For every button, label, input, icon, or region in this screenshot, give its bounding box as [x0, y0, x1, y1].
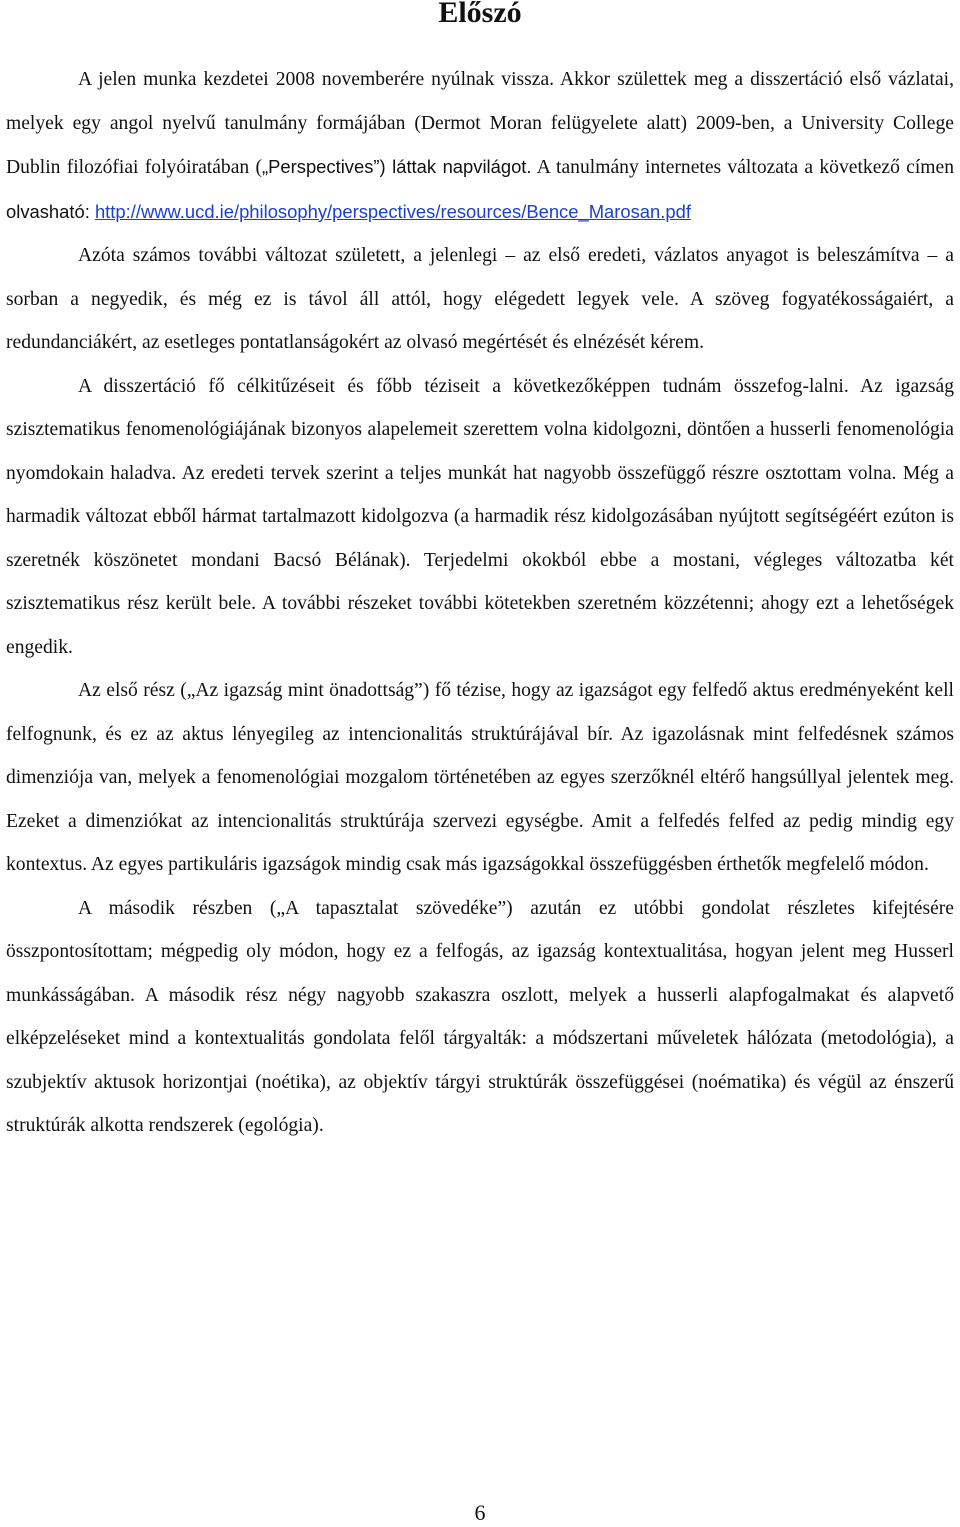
paragraph-2: Azóta számos további változat született, a jelenlegi – az első eredeti, vázlatos anyagot is beleszámítva – a sorban a negyedik, és még ez is távol áll attól, hogy elégedett legyek vele. A szöveg fogyatékosságaiért, a redundanciákért, az esetleges pontatlanságokért az olvasó megértését és elnézését kérem.	[6, 245, 954, 353]
paragraph-3: A disszertáció fő célkitűzéseit és főbb téziseit a következőképpen tudnám összefog-lalni. Az igazság szisztematikus fenomenológiájának bizonyos alapelemeit szerettem volna kidolgozni, döntően a husserli fenomenológia nyomdokain haladva. Az eredeti tervek szerint a teljes munkát hat nagyobb összefüggő részre osztottam volna. Még a harmadik változat ebből hármat tartalmazott kidolgozva (a harmadik rész kidolgozásában nyújtott segítségéért ezúton is szeretnék köszönetet mondani Bacsó Bélának). Terjedelmi okokból ebbe a mostani, végleges változatba két szisztematikus rész került bele. A további részeket további kötetekben szeretném közzétenni; ahogy ezt a lehetőségek engedik.	[6, 375, 954, 658]
paragraph-1-text-continued: A tanulmány internetes változata a következő címen	[531, 157, 955, 178]
paragraph-4: Az első rész („Az igazság mint önadottság”) fő tézise, hogy az igazságot egy felfedő aktus eredményeként kell felfognunk, és ez az aktus lényegileg az intencionalitás struktúrájával bír. Az igazolásnak mint felfedésnek számos dimenziója van, melyek a fenomenológiai mozgalom történetében az egyes szerzőknél eltérő hangsúllyal jelentek meg. Ezeket a dimenziókat az intencionalitás struktúrája szervezi egységbe. Amit a felfedés felfed az pedig mindig egy kontextus. Az egyes partikuláris igazságok mindig csak más igazságokkal összefüggésben érthetők megfelelő módon.	[6, 680, 954, 875]
paragraph-1-text: A jelen munka kezdetei 2008 novemberére nyúlnak vissza. Akkor születtek meg a disszertáció első vázlatai, melyek egy angol nyelvű tanulmány formájában (Dermot Moran felügyelete alatt) 2009-ben, a University College Dublin filozófiai folyóiratában (	[6, 69, 954, 178]
page-number: 6	[474, 1500, 486, 1525]
paragraph-1-sans-text: „Perspectives”) láttak napvilágot.	[262, 156, 532, 177]
paragraph-5: A második részben („A tapasztalat szövedéke”) azután ez utóbbi gondolat részletes kifejtésére összpontosítottam; mégpedig oly módon, hogy ez a felfogás, az igazság kontextualitása, hogyan jelent meg Husserl munkásságában. A második rész négy nagyobb szakaszra oszlott, melyek a husserli alapfogalmakat és alapvető elképzeléseket mind a kontextualitás gondolata felől tárgyalták: a módszertani műveletek hálózata (metodológia), a szubjektív aktusok horizontjai (noétika), az objektív tárgyi struktúrák összefüggései (noématika) és végül az énszerű struktúrák alkotta rendszerek (egológia).	[6, 897, 954, 1136]
paragraph-1	[6, 58, 954, 234]
page-title: Előszó	[438, 0, 522, 29]
paragraph-1-sans-label: olvasható:	[6, 200, 95, 222]
document-body	[6, 58, 954, 1148]
perspectives-url-link[interactable]: http://www.ucd.ie/philosophy/perspectives/resources/Bence_Marosan.pdf	[94, 200, 691, 222]
